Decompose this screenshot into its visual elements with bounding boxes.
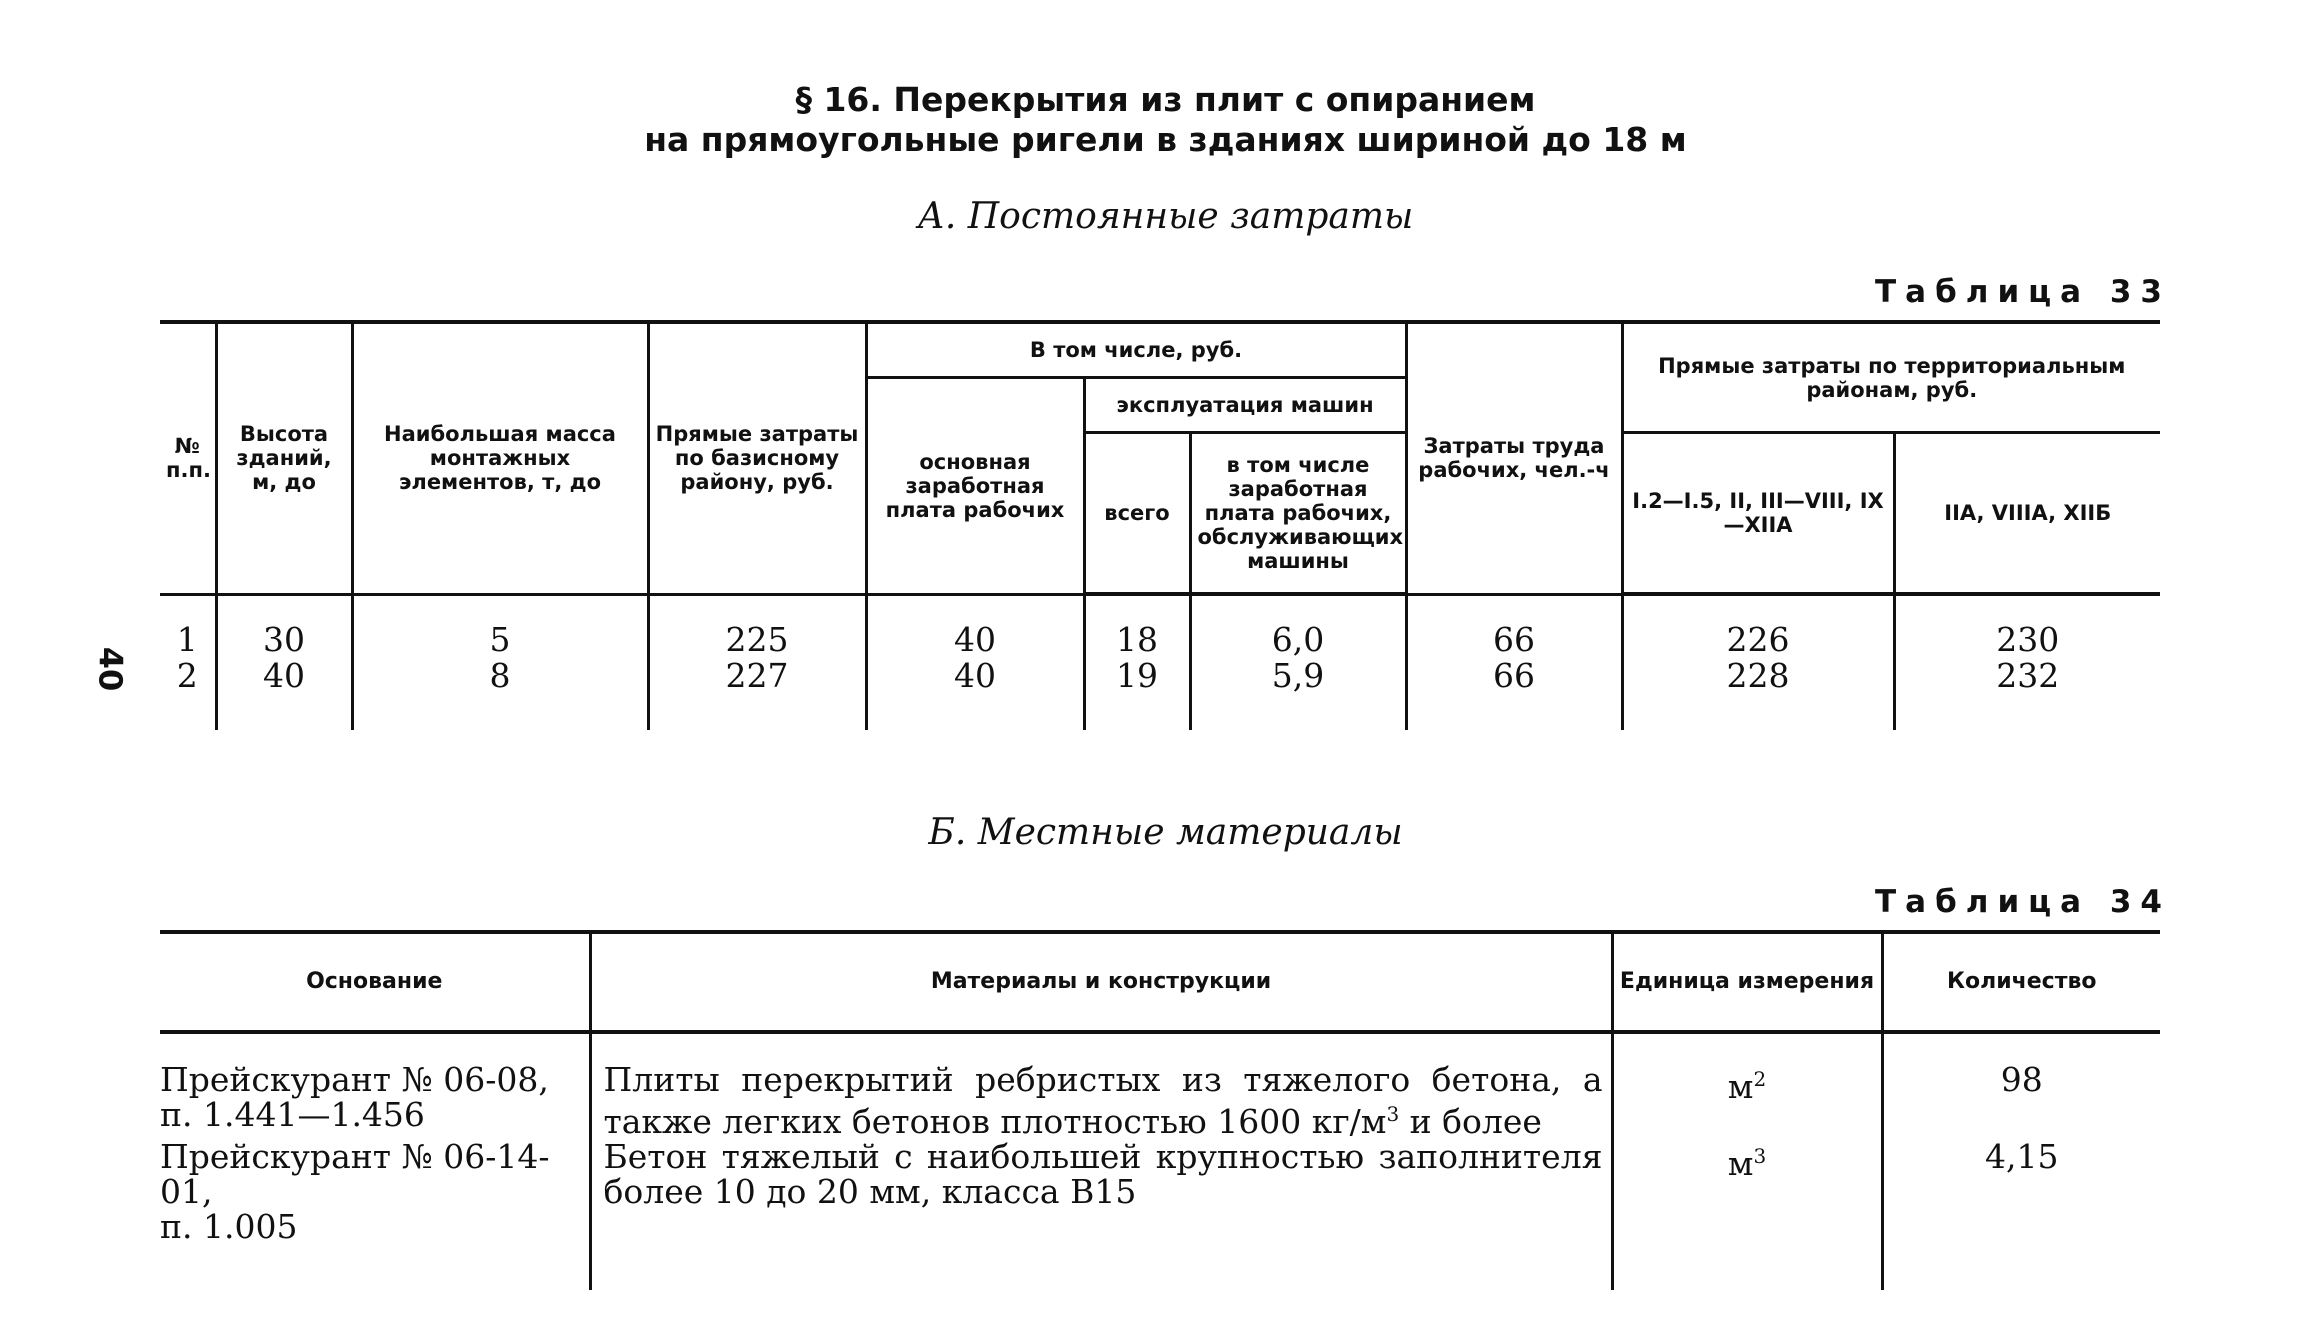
- header-direct-costs: Прямые затраты по базисному району, руб.: [648, 322, 866, 594]
- cell-incl-wages: 5,9: [1190, 658, 1406, 730]
- cell-num: 2: [160, 658, 216, 730]
- material-text-tail: и более: [1399, 1102, 1542, 1141]
- cell-region2: 232: [1894, 658, 2160, 730]
- basis-line: Прейскурант № 06-08,: [160, 1060, 549, 1099]
- cell-basis: [160, 1139, 590, 1290]
- cell-incl-wages: 6,0: [1190, 594, 1406, 658]
- basis-line: Прейскурант № 06-14-01,: [160, 1137, 550, 1211]
- cell-region1: 226: [1622, 594, 1894, 658]
- header-height: Высота зданий, м, до: [216, 322, 352, 594]
- cell-height: 40: [216, 658, 352, 730]
- cell-wages: 40: [866, 658, 1084, 730]
- cell-mass: 8: [352, 658, 648, 730]
- header-mass: Наибольшая масса монтажных элементов, т, до: [352, 322, 648, 594]
- cell-total: 18: [1084, 594, 1190, 658]
- cell-height: 30: [216, 594, 352, 658]
- cell-material: [590, 1032, 1612, 1139]
- cell-num: 1: [160, 594, 216, 658]
- unit-superscript: 2: [1753, 1067, 1767, 1091]
- header-materials: Материалы и конструкции: [590, 932, 1612, 1032]
- basis-line: п. 1.005: [160, 1207, 298, 1246]
- unit-superscript: 3: [1753, 1144, 1767, 1168]
- unit-text: м: [1727, 1144, 1754, 1183]
- header-unit: Единица измерения: [1612, 932, 1882, 1032]
- cell-labor: 66: [1406, 658, 1622, 730]
- section-heading-line1: § 16. Перекрытия из плит с опиранием: [795, 80, 1536, 119]
- header-labor: Затраты труда рабочих, чел.-ч: [1406, 322, 1622, 594]
- cell-region2: 230: [1894, 594, 2160, 658]
- cell-unit: [1612, 1139, 1882, 1290]
- part-a-title: А. Постоянные затраты: [917, 196, 1414, 237]
- header-incl-wages: в том числе заработная плата рабочих, обслуживающих машины: [1190, 433, 1406, 595]
- cell-direct: 227: [648, 658, 866, 730]
- table33-label: Таблица 33: [1875, 274, 2171, 310]
- material-superscript: 3: [1386, 1102, 1400, 1126]
- page-number: 40: [91, 646, 130, 692]
- cell-region1: 228: [1622, 658, 1894, 730]
- material-text: Плиты перекрытий ребристых из тяжелого бетона, а также легких бетонов плотностью 1600 кг/м: [603, 1060, 1603, 1141]
- cell-material: Бетон тяжелый с наибольшей крупностью заполнителя более 10 до 20 мм, класса В15: [590, 1139, 1612, 1290]
- cell-wages: 40: [866, 594, 1084, 658]
- basis-line: п. 1.441—1.456: [160, 1095, 425, 1134]
- table-row: [160, 1139, 2160, 1290]
- header-num: № п.п.: [160, 322, 216, 594]
- cell-basis: [160, 1032, 590, 1139]
- header-wages: основная заработная плата рабочих: [866, 378, 1084, 595]
- header-quantity: Количество: [1882, 932, 2160, 1032]
- table-row: [160, 594, 2160, 658]
- cell-mass: 5: [352, 594, 648, 658]
- table34-label: Таблица 34: [1875, 884, 2171, 920]
- cell-unit: [1612, 1032, 1882, 1139]
- header-machines: эксплуатация машин: [1084, 378, 1406, 433]
- cell-quantity: 4,15: [1882, 1139, 2160, 1290]
- header-including: В том числе, руб.: [866, 322, 1406, 378]
- header-region2: IIA, VIIIA, XIIБ: [1894, 433, 2160, 595]
- header-basis: Основание: [160, 932, 590, 1032]
- part-b-title: Б. Местные материалы: [928, 812, 1403, 853]
- unit-text: м: [1727, 1067, 1754, 1106]
- cell-direct: 225: [648, 594, 866, 658]
- table-33: [160, 320, 2160, 730]
- section-heading-line2: на прямоугольные ригели в зданиях шириной до 18 м: [644, 120, 1687, 159]
- table-row: [160, 658, 2160, 730]
- header-total: всего: [1084, 433, 1190, 595]
- cell-quantity: 98: [1882, 1032, 2160, 1139]
- table-row: [160, 1032, 2160, 1139]
- header-region1: I.2—I.5, II, III—VIII, IX—XIIA: [1622, 433, 1894, 595]
- cell-total: 19: [1084, 658, 1190, 730]
- cell-labor: 66: [1406, 594, 1622, 658]
- table-34: [160, 930, 2160, 1290]
- header-regional: Прямые затраты по территориальным районам, руб.: [1622, 322, 2160, 433]
